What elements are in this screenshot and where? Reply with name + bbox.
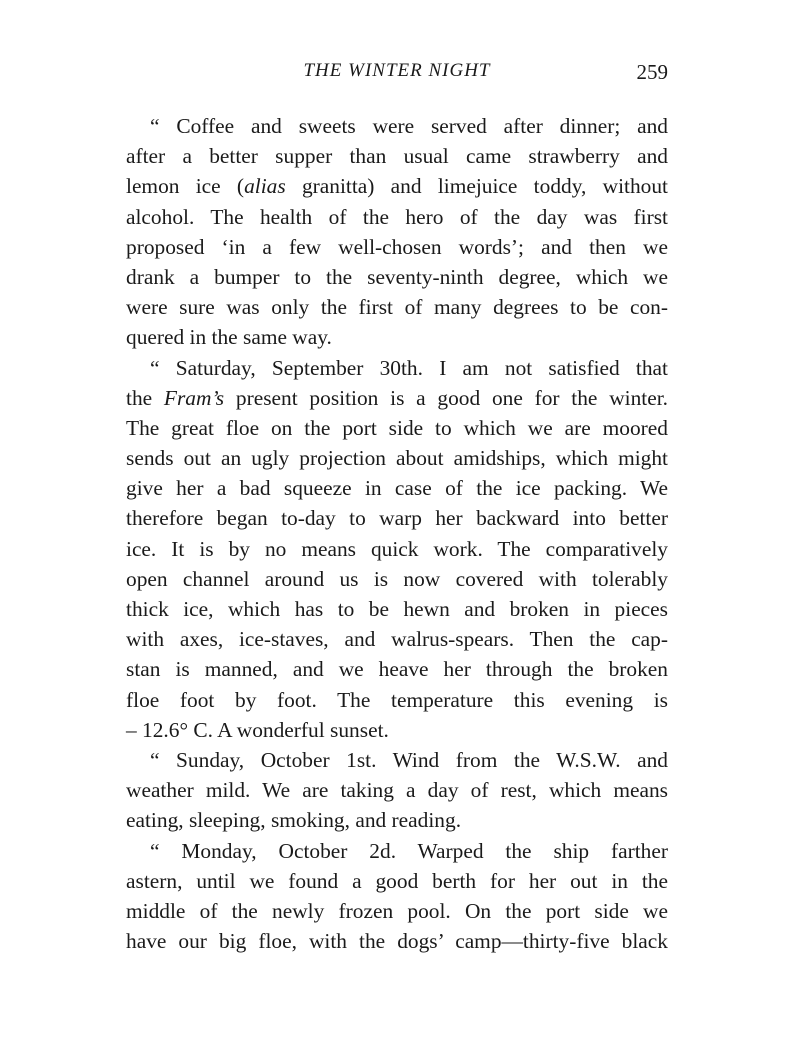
text-line: weather mild. We are taking a day of rest, which means [126,778,668,803]
text-line: ice. It is by no means quick work. The comparatively [126,536,668,561]
text-line: after a better supper than usual came strawberry and [126,144,668,169]
text-line: sends out an ugly projection about amidships, which might [126,446,668,471]
text-line: were sure was only the first of many degrees to be con- [126,295,668,320]
text-line [126,171,668,201]
text-segment: lemon ice ( [126,174,245,199]
text-line: eating, sleeping, smoking, and reading. [126,808,462,833]
text-line: therefore began to-day to warp her backward into better [126,506,668,531]
page-header [126,60,668,92]
page-number: 259 [636,60,668,84]
text-line: The great floe on the port side to which we are moored [126,415,668,440]
text-line: middle of the newly frozen pool. On the port side we [126,898,668,923]
text-line: – 12.6° C. A wonderful sunset. [126,717,389,742]
text-line: alcohol. The health of the hero of the day was first [126,204,668,229]
italic-text: alias [244,174,286,199]
text-segment: present position is a good one for the winter. [224,385,669,410]
text-line: “ Coffee and sweets were served after dinner; and [150,114,668,138]
body-text [126,111,668,956]
text-line: “ Monday, October 2d. Warped the ship farther [150,838,668,863]
text-segment: the [126,385,164,410]
italic-text: Fram’s [163,385,225,410]
text-line: stan is manned, and we heave her through the broken [126,657,668,682]
text-line: floe foot by foot. The temperature this evening is [126,687,668,712]
text-line: “ Sunday, October 1st. Wind from the W.S.W. and [150,747,668,772]
text-line [126,383,668,413]
text-line: give her a bad squeeze in case of the ice packing. We [126,476,668,501]
text-segment: granitta) and limejuice toddy, without [285,174,668,199]
text-line: proposed ‘in a few well-chosen words’; and then we [126,234,668,259]
text-line: astern, until we found a good berth for her out in the [126,868,668,893]
text-line: thick ice, which has to be hewn and broken in pieces [126,597,668,621]
text-line: quered in the same way. [126,325,332,350]
text-line: drank a bumper to the seventy-ninth degree, which we [126,264,668,289]
text-line: open channel around us is now covered with tolerably [126,566,668,591]
text-line: “ Saturday, September 30th. I am not satisfied that [150,355,668,380]
text-line: with axes, ice-staves, and walrus-spears. Then the cap- [126,627,668,652]
running-title: THE WINTER NIGHT [303,60,491,81]
text-line: have our big floe, with the dogs’ camp—thirty-five black [126,929,668,954]
